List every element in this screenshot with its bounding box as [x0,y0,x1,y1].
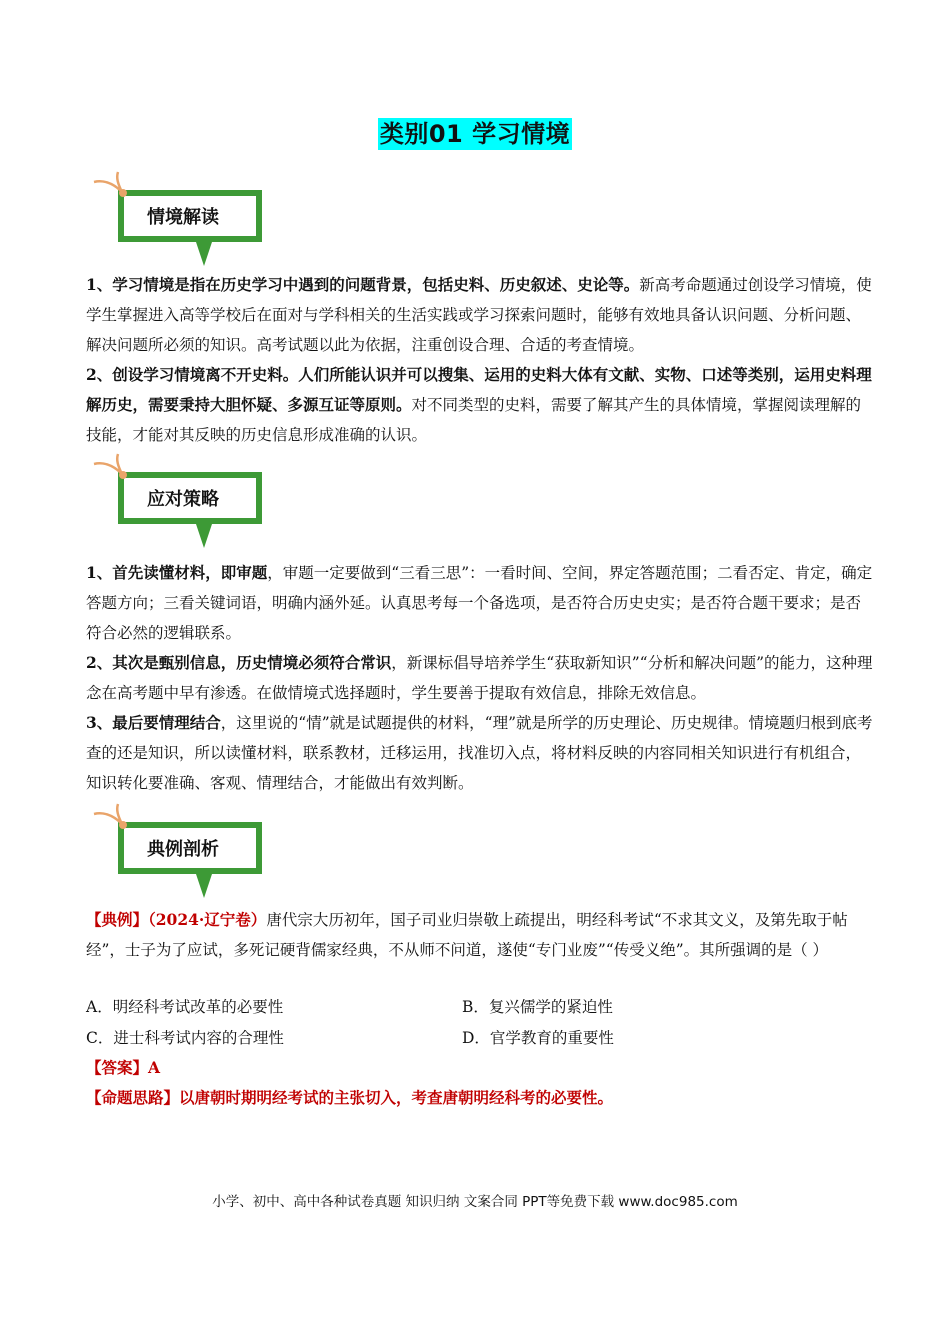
example-tag: 【典例】 [86,910,149,929]
example-options [86,992,866,1054]
section-badge-strategy [92,452,272,552]
strategy-s3-bold: 3、最后要情理结合 [86,713,221,732]
example-stem-text: 唐代宗大历初年，国子司业归崇敬上疏提出，明经科考试“不求其文义，及第先取于帖经”，士子为了应试，多死记硬背儒家经典，不从师不问道，遂使“专门业废”“传受义绝”。其所强调的是（ ） [86,911,848,959]
strategy-s3-rest: ，这里说的“情”就是试题提供的材料，“理”就是所学的历史理论、历史规律。情境题归根到底考查的还是知识，所以读懂材料，联系教材，迁移运用，找准切入点，将材料反映的内容同相关知识进行有机组合，知识转化要准确、客观、情理结合，才能做出有效判断。 [86,714,873,792]
section-label: 情境解读 [147,207,219,228]
strategy-s1-bold: 1、首先读懂材料，即审题 [86,563,268,582]
option-a: A．明经科考试改革的必要性 [86,998,284,1016]
strategy-s2-rest: ，新课标倡导培养学生“获取新知识”“分析和解决问题”的能力，这种理念在高考题中早有渗透。在做情境式选择题时，学生要善于提取有效信息，排除无效信息。 [86,654,873,702]
section-label: 应对策略 [147,489,219,510]
reading-p1-bold: 1、学习情境是指在历史学习中遇到的问题背景，包括史料、历史叙述、史论等。 [86,275,640,294]
strategy-s1-rest: ，审题一定要做到“三看三思”：一看时间、空间，界定答题范围；二看否定、肯定，确定答题方向；三看关键词语，明确内涵外延。认真思考每一个备选项，是否符合历史史实；是否符合题干要求；是否符合必然的逻辑联系。 [86,564,873,642]
section-badge-reading [92,170,272,270]
option-c: C．进士科考试内容的合理性 [86,1029,284,1047]
example-idea: 【命题思路】以唐朝时期明经考试的主张切入，考查唐朝明经科考的必要性。 [86,1088,614,1107]
page-title [0,114,950,149]
page-footer: 小学、初中、高中各种试卷真题 知识归纳 文案合同 PPT等免费下载 www.doc985.com [212,1194,738,1210]
reading-text [86,270,876,450]
section-badge-example [92,802,272,902]
reading-p2-rest: 对不同类型的史料，需要了解其产生的具体情境，掌握阅读理解的技能，才能对其反映的历史信息形成准确的认识。 [86,396,862,444]
example-answer-block [86,1053,876,1113]
option-d: D．官学教育的重要性 [462,1029,614,1047]
strategy-s2-bold: 2、其次是甄别信息，历史情境必须符合常识 [86,653,392,672]
option-b: B．复兴儒学的紧迫性 [462,998,613,1016]
example-answer: 【答案】A [86,1058,161,1077]
reading-p2-bold: 2、创设学习情境离不开史料。人们所能认识并可以搜集、运用的史料大体有文献、实物、口述等类别，运用史料理解历史，需要秉持大胆怀疑、多源互证等原则。 [86,365,872,414]
reading-p1-rest: 新高考命题通过创设学习情境，使学生掌握进入高等学校后在面对与学科相关的生活实践或学习探索问题时，能够有效地具备认识问题、分析问题、解决问题所必须的知识。高考试题以此为依据，注重创设合理、合适的考查情境。 [86,276,872,354]
example-source: （2024·辽宁卷） [148,910,267,929]
example-stem [86,905,876,965]
page-title-text: 类别01 学习情境 [379,120,571,148]
strategy-text [86,558,876,798]
section-label: 典例剖析 [147,839,219,860]
